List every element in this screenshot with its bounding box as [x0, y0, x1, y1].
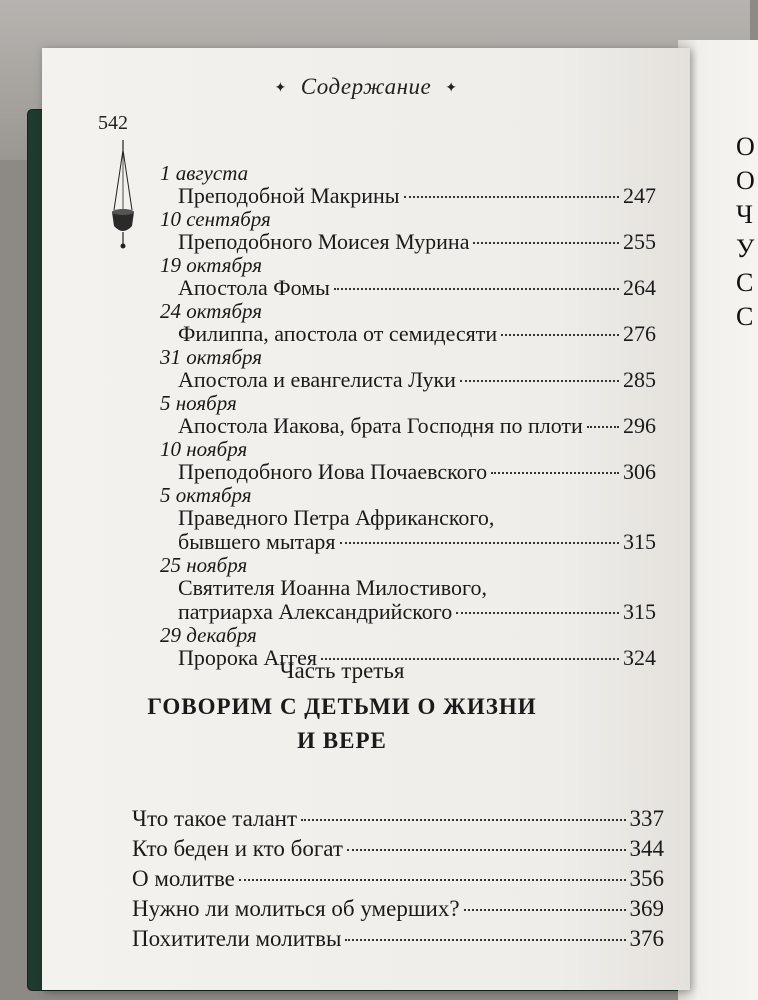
leader-dots: [345, 939, 625, 941]
toc-entry-title: патриарха Александрийского: [178, 599, 453, 624]
toc-entry-row: [160, 230, 656, 254]
facing-page-letter: О: [736, 132, 755, 161]
toc-entry-title: О молитве: [132, 866, 235, 891]
leader-dots: [404, 196, 619, 198]
hanging-lamp-icon: [108, 140, 138, 250]
toc-entry-row: [132, 924, 664, 954]
toc-entry-page: 315: [623, 599, 656, 624]
toc-entry-row: [132, 894, 664, 924]
facing-page-letter: С: [736, 302, 754, 331]
running-head-text: Содержание: [300, 74, 432, 99]
toc-entry-page: 276: [623, 321, 656, 346]
toc-entry: [160, 300, 656, 346]
toc-entry-page: 247: [623, 183, 656, 208]
toc-entry-date: 25 ноября: [160, 553, 248, 577]
toc-entry-page: 315: [623, 529, 656, 554]
toc-entry-row: [160, 414, 656, 438]
toc-entry-title: Что такое талант: [132, 806, 298, 831]
leader-dots: [491, 472, 619, 474]
leader-dots: [501, 334, 619, 336]
toc-entry-row: [132, 804, 664, 834]
running-head: [42, 74, 690, 100]
toc-entry-title: Похитители молитвы: [132, 926, 342, 951]
toc-entry-row: [160, 322, 656, 346]
toc-entry-page: 324: [623, 645, 656, 670]
toc-entry-date: 5 октября: [160, 483, 252, 507]
toc-entry-page: 296: [623, 413, 656, 438]
toc-entry-row: [160, 600, 656, 624]
toc-entry-page: 344: [629, 836, 664, 861]
toc-entry-page: 376: [629, 926, 664, 951]
toc-entry: [160, 254, 656, 300]
part3-contents-list: [132, 804, 664, 954]
part-title-line: ГОВОРИМ С ДЕТЬМИ О ЖИЗНИ: [147, 694, 537, 719]
toc-entry-date: 19 октября: [160, 253, 263, 277]
part-title-line: И ВЕРЕ: [297, 728, 387, 753]
leader-dots: [464, 909, 626, 911]
book-page: [42, 48, 690, 990]
toc-entry-row: [132, 834, 664, 864]
toc-entry-row: [160, 530, 656, 554]
leader-dots: [587, 426, 619, 428]
part-label: Часть третья: [279, 658, 405, 683]
toc-entry-page: 264: [623, 275, 656, 300]
leader-dots: [473, 242, 619, 244]
leader-dots: [239, 879, 626, 881]
toc-entry-title: Филиппа, апостола от семидесяти: [178, 321, 498, 346]
facing-page-letter: С: [736, 268, 754, 297]
toc-entry-title: Апостола и евангелиста Луки: [178, 367, 456, 392]
toc-entry-title-line: Праведного Петра Африканского,: [178, 505, 495, 530]
toc-entry: [160, 162, 656, 208]
toc-entry-title: Пророка Аггея: [178, 645, 318, 670]
toc-entry-title-line: Святителя Иоанна Милостивого,: [178, 575, 487, 600]
toc-entry-title: Преподобного Моисея Мурина: [178, 229, 470, 254]
toc-entry-row: [160, 184, 656, 208]
toc-entry: [160, 346, 656, 392]
toc-entry-title: Кто беден и кто богат: [132, 836, 343, 861]
toc-entry-row: [160, 276, 656, 300]
toc-entry-date: 31 октября: [160, 345, 263, 369]
toc-entry-date: 10 ноября: [160, 437, 248, 461]
leader-dots: [460, 380, 619, 382]
toc-entry-row: [132, 864, 664, 894]
leader-dots: [340, 542, 619, 544]
toc-entry-date: 10 сентября: [160, 207, 271, 231]
toc-entry: [160, 208, 656, 254]
toc-entry-date: 1 августа: [160, 161, 249, 185]
leader-dots: [456, 612, 619, 614]
toc-entry-page: 255: [623, 229, 656, 254]
toc-entry-row: [160, 460, 656, 484]
facing-page-letter: О: [736, 166, 755, 195]
toc-entry-title: Нужно ли молиться об умерших?: [132, 896, 460, 921]
ornament-star-icon: ✦: [274, 81, 287, 97]
toc-entry-date: 29 декабря: [160, 623, 257, 647]
toc-entry-title: бывшего мытаря: [178, 529, 336, 554]
toc-entry: [160, 554, 656, 624]
leader-dots: [347, 849, 626, 851]
toc-entry-date: 24 октября: [160, 299, 263, 323]
toc-entry-title: Преподобного Иова Почаевского: [178, 459, 488, 484]
toc-entry-page: 337: [629, 806, 664, 831]
toc-entry: [160, 438, 656, 484]
page-number: 542: [98, 112, 128, 134]
facing-page-letter: У: [736, 234, 755, 263]
toc-entry-date: 5 ноября: [160, 391, 237, 415]
toc-entry-title: Апостола Иакова, брата Господня по плоти: [178, 413, 583, 438]
toc-entry-title: Апостола Фомы: [178, 275, 330, 300]
part-title: [42, 690, 642, 758]
leader-dots: [334, 288, 619, 290]
facing-page: [678, 40, 758, 1000]
toc-entry: [160, 392, 656, 438]
toc-entry-row: [160, 368, 656, 392]
contents-list: [160, 162, 656, 670]
leader-dots: [301, 819, 625, 821]
toc-entry: [160, 484, 656, 554]
toc-entry-title: Преподобной Макрины: [178, 183, 400, 208]
toc-entry-page: 356: [629, 866, 664, 891]
toc-entry-page: 285: [623, 367, 656, 392]
toc-entry-page: 369: [629, 896, 664, 921]
toc-entry-page: 306: [623, 459, 656, 484]
facing-page-letter: Ч: [736, 200, 753, 229]
ornament-star-icon: ✦: [445, 81, 458, 97]
